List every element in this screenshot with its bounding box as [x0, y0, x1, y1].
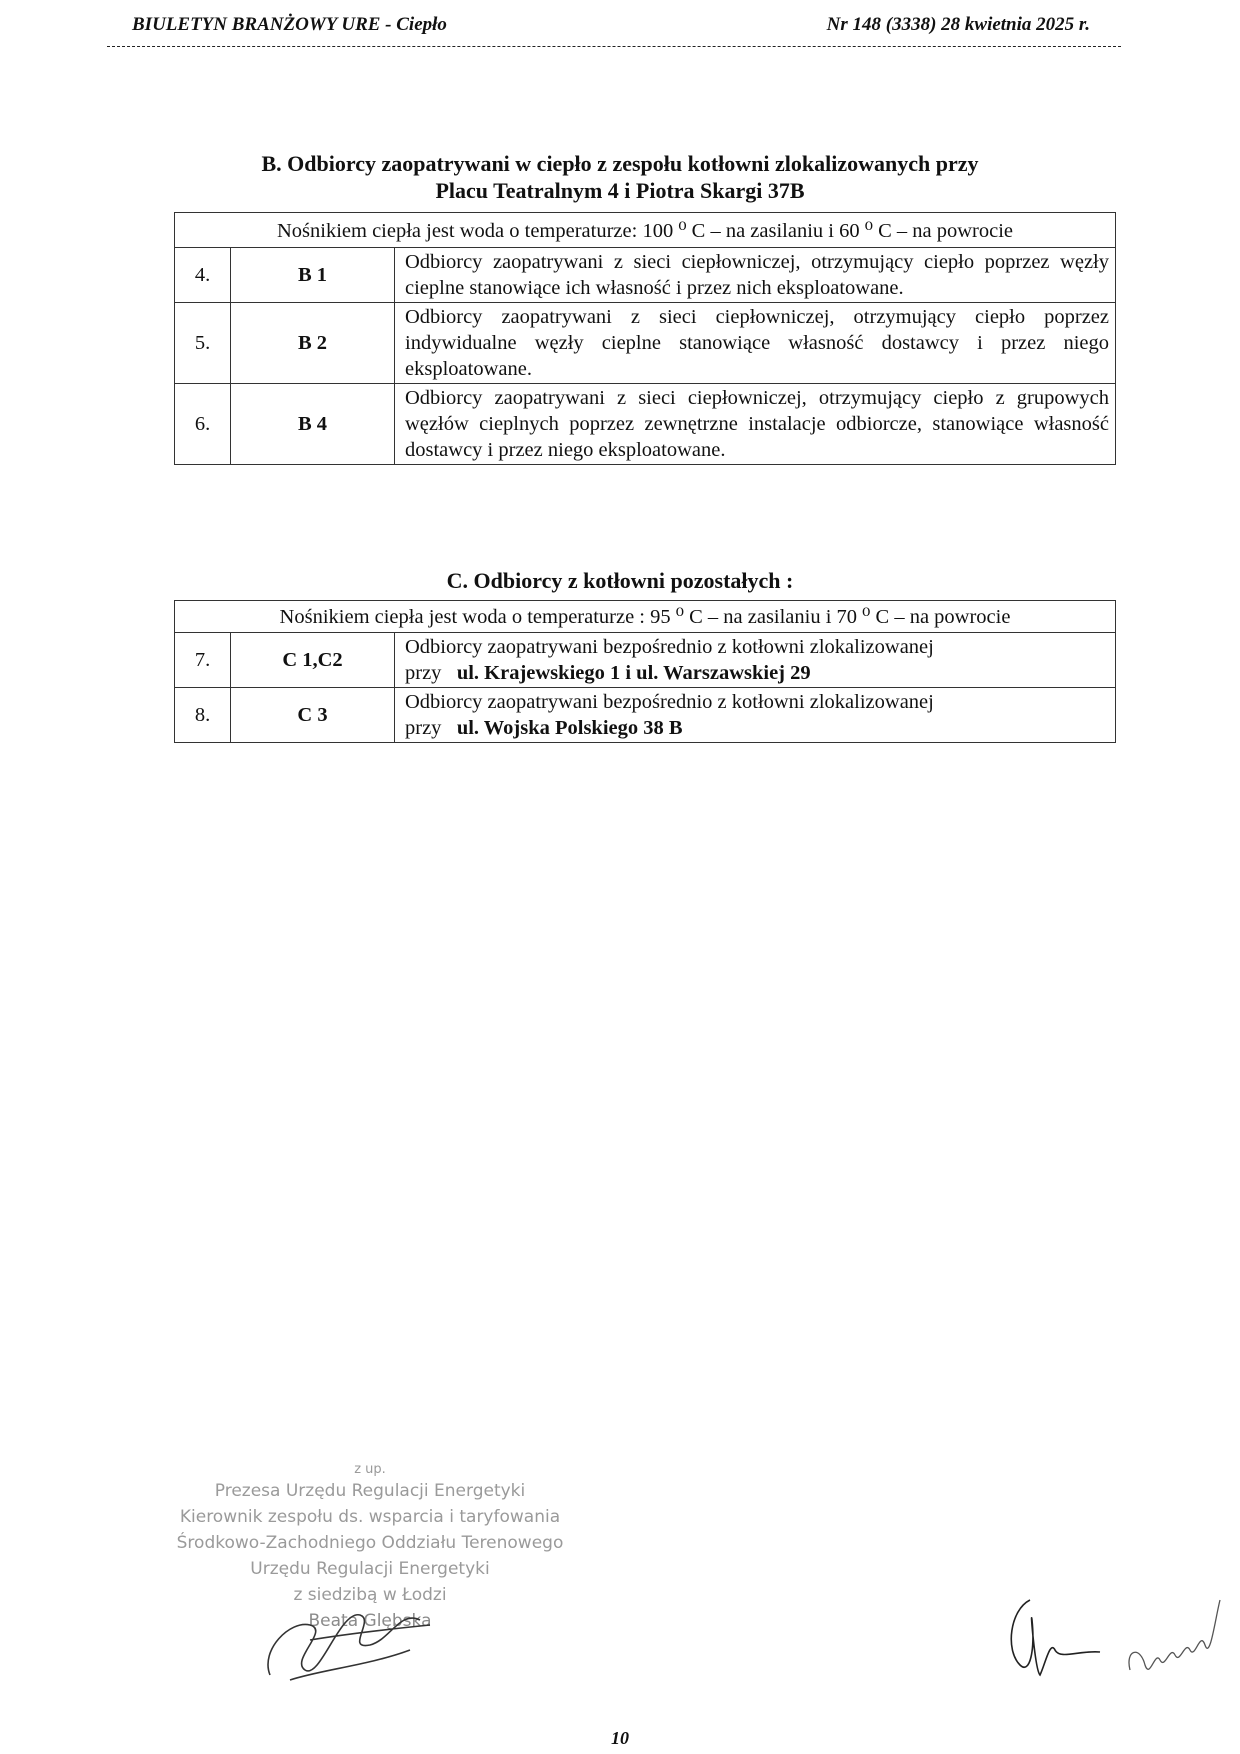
row-number: 7. — [175, 633, 231, 688]
stamp-line: Kierownik zespołu ds. wsparcia i taryfowania — [179, 1507, 561, 1527]
section-b-table — [174, 212, 1116, 465]
heat-carrier-note: Nośnikiem ciepła jest woda o temperaturze: 100 ⁰ C – na zasilaniu i 60 ⁰ C – na powrocie — [175, 213, 1116, 248]
section-c-title: C. Odbiorcy z kotłowni pozostałych : — [446, 568, 794, 593]
stamp-line: Środkowo-Zachodniego Oddziału Terenowego — [176, 1533, 564, 1553]
stamp-name: Beata Glębska — [308, 1611, 432, 1631]
tariff-group-code: C 3 — [231, 688, 395, 743]
page-number: 10 — [611, 1728, 629, 1748]
row-number: 8. — [175, 688, 231, 743]
description-line: Odbiorcy zaopatrywani bezpośrednio z kotłowni zlokalizowanej — [405, 636, 934, 658]
table-row — [175, 213, 1116, 248]
header-divider — [107, 46, 1121, 47]
table-row — [175, 248, 1116, 303]
row-number: 5. — [175, 303, 231, 384]
tariff-group-code: B 2 — [231, 303, 395, 384]
row-description: Odbiorcy zaopatrywani z sieci ciepłowniczej, otrzymujący ciepło poprzez węzły cieplne stanowiące ich własność i przez nich eksploatowane. — [395, 248, 1116, 303]
address: ul. Wojska Polskiego 38 B — [456, 717, 683, 739]
address: ul. Krajewskiego 1 i ul. Warszawskiej 29 — [456, 662, 811, 684]
running-header — [132, 10, 1090, 44]
address-prefix: przy — [405, 662, 442, 684]
stamp-line: Prezesa Urzędu Regulacji Energetyki — [214, 1481, 526, 1501]
signature-2 — [1120, 1590, 1230, 1700]
signature-1 — [990, 1580, 1110, 1690]
table-row — [175, 633, 1116, 688]
section-b-title-line1: B. Odbiorcy zaopatrywani w ciepło z zespołu kotłowni zlokalizowanych przy — [261, 151, 979, 176]
table-row — [175, 384, 1116, 465]
address-prefix: przy — [405, 717, 442, 739]
table-row — [175, 688, 1116, 743]
tariff-group-code: B 1 — [231, 248, 395, 303]
section-b-title — [150, 150, 1090, 204]
description-line: Odbiorcy zaopatrywani bezpośrednio z kotłowni zlokalizowanej — [405, 691, 934, 713]
stamp-line: z siedzibą w Łodzi — [293, 1585, 447, 1605]
section-b-title-line2: Placu Teatralnym 4 i Piotra Skargi 37B — [435, 178, 805, 203]
row-number: 4. — [175, 248, 231, 303]
bulletin-title: BIULETYN BRANŻOWY URE - Ciepło — [132, 14, 447, 35]
row-number: 6. — [175, 384, 231, 465]
row-description: Odbiorcy zaopatrywani z sieci ciepłowniczej, otrzymujący ciepło poprzez indywidualne węzły cieplne stanowiące własność dostawcy i przez niego eksploatowane. — [395, 303, 1116, 384]
stamp-line: z up. — [354, 1462, 386, 1477]
description-address-line — [405, 660, 1109, 686]
issue-number: Nr 148 (3338) 28 kwietnia 2025 r. — [826, 14, 1090, 35]
tariff-group-code: B 4 — [231, 384, 395, 465]
description-address-line — [405, 715, 1109, 741]
row-description — [395, 633, 1116, 688]
tariff-group-code: C 1,C2 — [231, 633, 395, 688]
row-description: Odbiorcy zaopatrywani z sieci ciepłowniczej, otrzymujący ciepło z grupowych węzłów cieplnych poprzez zewnętrzne instalacje odbiorcze, stanowiące własność dostawcy i przez niego eksploatowane. — [395, 384, 1116, 465]
signature-stamp-area — [250, 1580, 450, 1690]
heat-carrier-note: Nośnikiem ciepła jest woda o temperaturze : 95 ⁰ C – na zasilaniu i 70 ⁰ C – na powrocie — [175, 601, 1116, 633]
table-row — [175, 303, 1116, 384]
stamp-line: Urzędu Regulacji Energetyki — [250, 1559, 490, 1579]
row-description — [395, 688, 1116, 743]
table-row — [175, 601, 1116, 633]
section-c-table — [174, 600, 1116, 743]
